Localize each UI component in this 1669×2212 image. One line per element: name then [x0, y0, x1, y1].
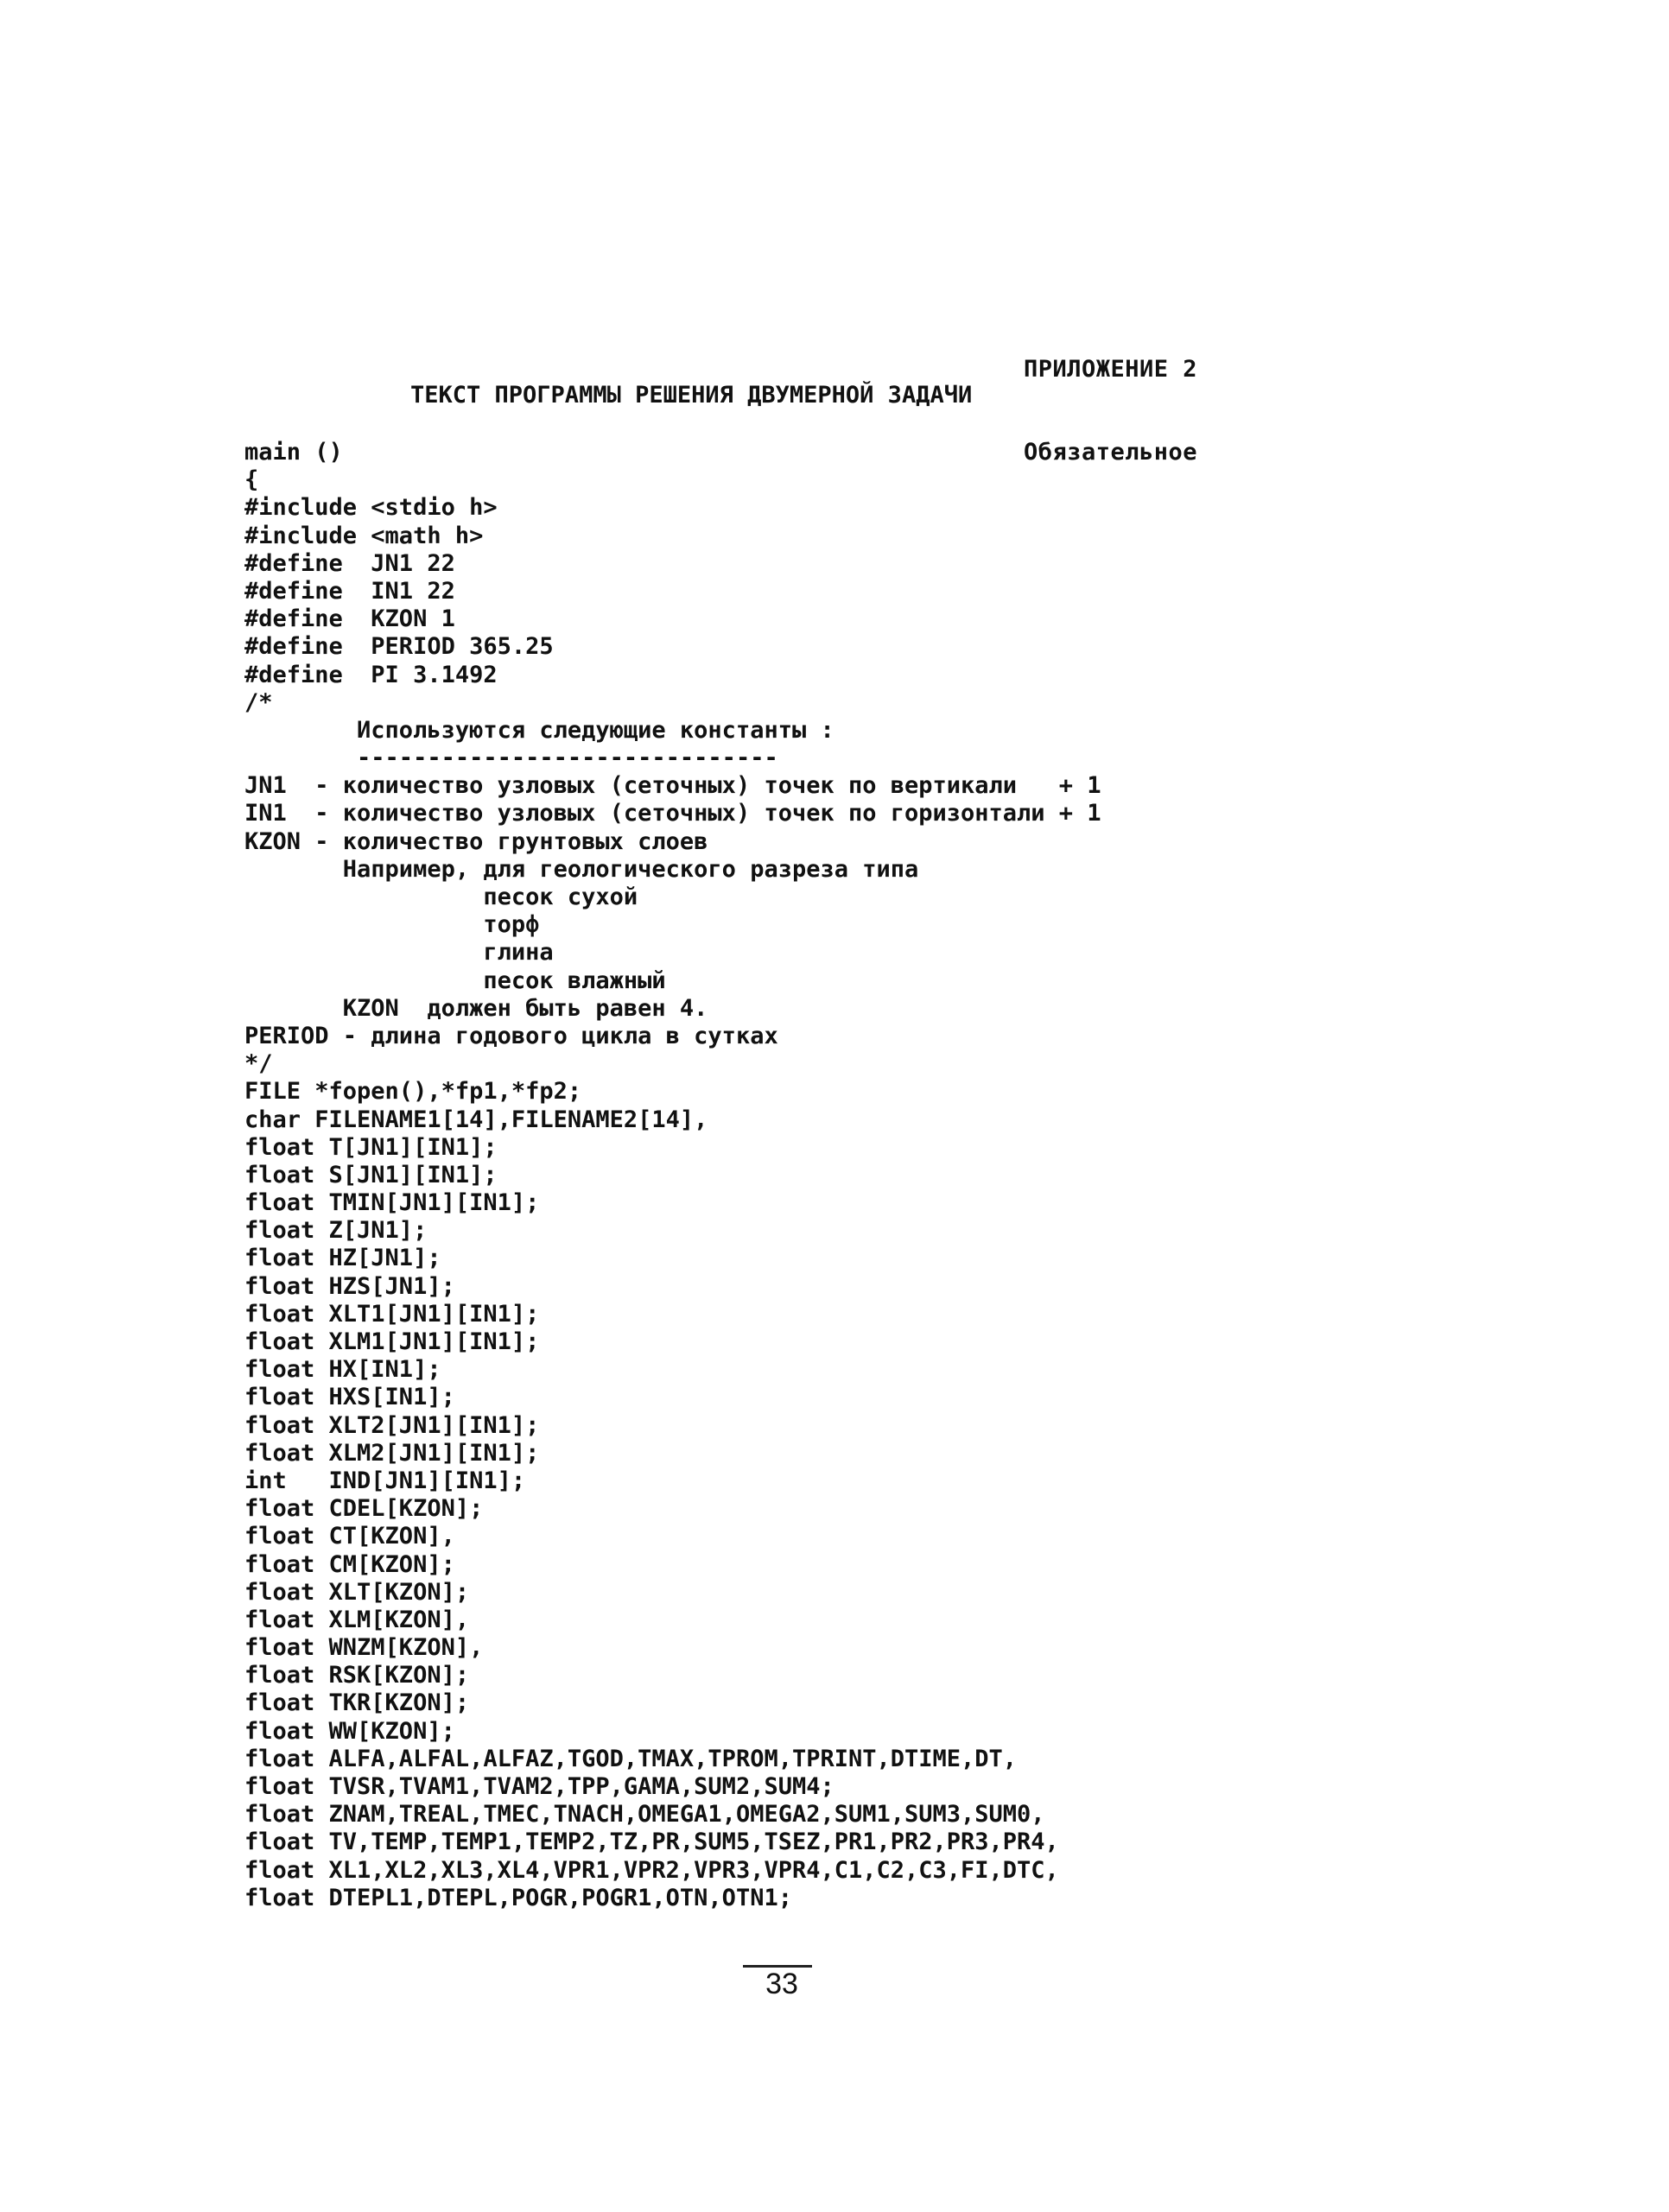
code-line: float HZ[JN1];	[244, 1245, 441, 1272]
appendix-status: Обязательное	[1024, 439, 1198, 466]
code-line: float Z[JN1];	[244, 1217, 428, 1245]
code-line: песок влажный	[244, 967, 666, 994]
code-line: Используются следующие константы :	[244, 716, 834, 744]
code-line: float TVSR,TVAM1,TVAM2,TPP,GAMA,SUM2,SUM4;	[244, 1773, 834, 1800]
code-line: float XLM2[JN1][IN1];	[244, 1439, 540, 1467]
code-line: float XLT2[JN1][IN1];	[244, 1411, 540, 1439]
code-line: float TMIN[JN1][IN1];	[244, 1189, 540, 1217]
code-line: char FILENAME1[14],FILENAME2[14],	[244, 1106, 708, 1133]
code-line: float CDEL[KZON];	[244, 1495, 484, 1523]
code-line: {	[244, 466, 259, 494]
code-line: KZON - количество грунтовых слоев	[244, 827, 708, 855]
program-listing	[244, 439, 1281, 1912]
code-line: ------------------------------	[244, 745, 778, 772]
code-line: песок сухой	[244, 884, 638, 910]
code-line: JN1 - количество узловых (сеточных) точек по вертикали + 1	[244, 772, 1101, 800]
code-line: IN1 - количество узловых (сеточных) точек по горизонтали + 1	[244, 800, 1101, 827]
code-line: #define KZON 1	[244, 605, 455, 633]
code-line: float XLM1[JN1][IN1];	[244, 1328, 540, 1355]
code-line: float S[JN1][IN1];	[244, 1161, 498, 1188]
code-line: float DTEPL1,DTEPL,POGR,POGR1,OTN,OTN1;	[244, 1884, 792, 1911]
code-line: float CT[KZON],	[244, 1523, 455, 1550]
code-line: float ALFA,ALFAL,ALFAZ,TGOD,TMAX,TPROM,TPRINT,DTIME,DT,	[244, 1745, 1018, 1772]
code-line: #include <stdio h>	[244, 494, 498, 522]
code-line: FILE *fopen(),*fp1,*fp2;	[244, 1078, 582, 1106]
code-line: float HX[IN1];	[244, 1356, 441, 1384]
code-line: float WNZM[KZON],	[244, 1634, 484, 1662]
code-line: #define PERIOD 365.25	[244, 633, 554, 661]
code-line: глина	[244, 939, 554, 967]
code-line: float XLM[KZON],	[244, 1606, 470, 1633]
document-title: ТЕКСТ ПРОГРАММЫ РЕШЕНИЯ ДВУМЕРНОЙ ЗАДАЧИ	[410, 382, 973, 409]
code-line: float XL1,XL2,XL3,XL4,VPR1,VPR2,VPR3,VPR4,C1,C2,C3,FI,DTC,	[244, 1856, 1059, 1884]
code-line: PERIOD - длина годового цикла в сутках	[244, 1022, 778, 1049]
appendix-label: ПРИЛОЖЕНИЕ 2	[1024, 356, 1198, 383]
code-line: #define IN1 22	[244, 577, 455, 605]
code-line: float CM[KZON];	[244, 1550, 455, 1578]
code-line: float XLT[KZON];	[244, 1578, 470, 1606]
code-line: float T[JN1][IN1];	[244, 1133, 498, 1161]
code-line: float RSK[KZON];	[244, 1662, 470, 1689]
code-line: int IND[JN1][IN1];	[244, 1467, 526, 1494]
code-line: float XLT1[JN1][IN1];	[244, 1300, 540, 1328]
code-line: float TKR[KZON];	[244, 1689, 470, 1717]
page-number: 33	[765, 1968, 798, 2000]
code-line: Например, для геологического разреза типа	[244, 855, 919, 883]
code-line: #define JN1 22	[244, 549, 455, 577]
code-line: float HXS[IN1];	[244, 1384, 455, 1411]
code-line: float ZNAM,TREAL,TMEC,TNACH,OMEGA1,OMEGA2,SUM1,SUM3,SUM0,	[244, 1801, 1045, 1829]
code-line: main ()	[244, 439, 343, 466]
code-line: */	[244, 1050, 273, 1078]
code-line: float TV,TEMP,TEMP1,TEMP2,TZ,PR,SUM5,TSEZ,PR1,PR2,PR3,PR4,	[244, 1829, 1059, 1856]
code-line: #include <math h>	[244, 522, 484, 549]
code-line: /*	[244, 688, 273, 716]
code-line: #define PI 3.1492	[244, 661, 498, 688]
code-line: float WW[KZON];	[244, 1717, 455, 1745]
code-line: торф	[244, 911, 540, 939]
code-line: KZON должен быть равен 4.	[244, 994, 708, 1022]
code-line: float HZS[JN1];	[244, 1272, 455, 1300]
